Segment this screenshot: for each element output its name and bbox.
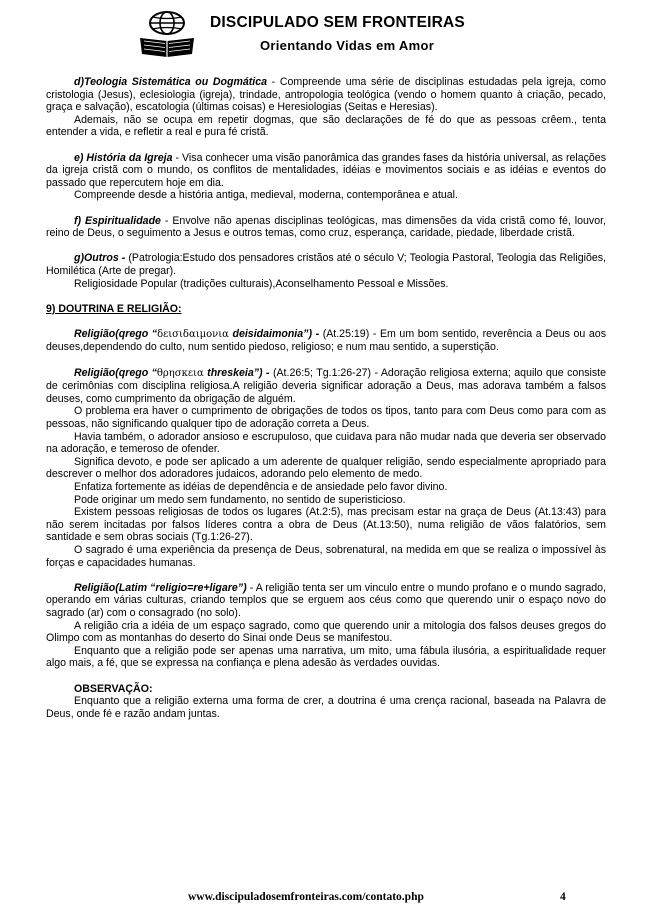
paragraph: A religião cria a idéia de um espaço sagrado, como que querendo unir a mitologia dos falsos deuses gregos do Olimpo com as montanhas do deserto do Sinai onde Deus se manifestou. (46, 619, 606, 645)
paragraph (46, 252, 606, 277)
term-heading: Religião(qrego “δεισιδαιμονια deisidaimonia”) - (74, 327, 320, 340)
paragraph: Enquanto que a religião externa uma forma de crer, a doutrina é uma crença racional, baseada na Palavra de Deus, onde fé e razão andam juntas. (46, 695, 606, 720)
observation-label: OBSERVAÇÃO: (74, 682, 153, 695)
paragraph (46, 367, 606, 406)
paragraph: Ademais, não se ocupa em repetir dogmas, que são declarações de fé do que as pessoas crêem., tenta entender a vida, e refletir a real e pura fé cristã. (46, 113, 606, 139)
topic-heading: f) Espiritualidade (74, 214, 161, 227)
section-heading: 9) DOUTRINA E RELIGIÃO: (46, 302, 182, 315)
greek-word: δεισιδαιμονια (157, 328, 229, 340)
paragraph: Havia também, o adorador ansioso e escrupuloso, que cuidava para não mudar nada que deveria ser observado na adoração, e temeroso de ofender. (46, 430, 606, 456)
paragraph (46, 215, 606, 240)
greek-word: θρησκεια (156, 367, 204, 379)
topic-heading: e) História da Igreja (74, 151, 173, 164)
paragraph-text: - Visa conhecer uma visão panorâmica das grandes fases da história universal, as relações da igreja cristã com o mundo, os conflitos de mentalidades, idéias e movimentos sociais e as idéias e eventos do passado que repercutem hoje em dia. (46, 151, 606, 189)
term-heading: Religião(qrego “θρησκεια threskeia”) - (74, 366, 270, 379)
paragraph: Enquanto que a religião pode ser apenas uma narrativa, um mito, uma fábula ilusória, a espiritualidade requer algo mais, a fé, que se expressa na confiança e plena adesão às verdades ouvidas. (46, 644, 606, 670)
paragraph (46, 152, 606, 190)
paragraph-text: - A religião tenta ser um vinculo entre o mundo profano e o mundo sagrado, operando em várias culturas, criando templos que se erguem aos céus como que querendo unir o espaço novo do sagrado (ar) com o consagrado (no solo). (46, 581, 606, 619)
term-heading: Religião(Latim “religio=re+ligare”) (74, 581, 247, 594)
topic-heading: g)Outros - (74, 252, 129, 265)
paragraph: O sagrado é uma experiência da presença de Deus, sobrenatural, na medida em que se realiza o impossível às forças e capacidades humanas. (46, 543, 606, 569)
paragraph (46, 328, 606, 354)
site-subtitle: Orientando Vidas em Amor (260, 38, 435, 53)
paragraph: Enfatiza fortemente as idéias de dependência e de ansiedade pelo favor divino. (74, 481, 448, 493)
topic-heading: d)Teologia Sistemática ou Dogmática (74, 76, 268, 88)
page-body (46, 76, 606, 720)
paragraph: Compreende desde a história antiga, medieval, moderna, contemporânea e atual. (74, 189, 458, 202)
site-title: DISCIPULADO SEM FRONTEIRAS (210, 14, 465, 31)
globe-and-open-book-icon (138, 10, 196, 58)
page-header (0, 8, 650, 60)
paragraph-text: (At.26:5; Tg.1:26-27) - Adoração religiosa externa; aquilo que consiste de cerimônias com disciplina religiosa.A religião deveria significar adoração a Deus, mas adorava também a falsos deuses, como cumprimento da obrigação de alguém. (46, 366, 606, 405)
page-footer (0, 891, 650, 907)
paragraph: Significa devoto, e pode ser aplicado a um aderente de qualquer religião, sendo especialmente apropriado para descrever o melhor dos adoradores judaicos, adorando pelo elemento de medo. (46, 455, 606, 481)
paragraph-text: - Compreende uma série de disciplinas estudadas pela igreja, como cristologia (Jesus), eclesiologia (igreja), trindade, antropologia teológica (vendo o homem quanto à criação, pecado, graça e salvação), escatologia (últimas coisas) e Heresiologias (Seitas e Heresias). (46, 76, 607, 114)
paragraph: Pode originar um medo sem fundamento, no sentido de superisticioso. (74, 493, 406, 506)
page-number: 4 (560, 891, 566, 903)
paragraph-text: - Envolve não apenas disciplinas teológicas, mas dimensões da vida cristã como fé, louvor, reino de Deus, o seguimento a Jesus e outros temas, como cruz, esperança, caridade, piedade, liberdade cristã. (46, 214, 606, 240)
paragraph: O problema era haver o cumprimento de obrigações de todos os tipos, tanto para com Deus como para com as pessoas, não significando qualquer tipo de adoração correta a Deus. (46, 405, 606, 431)
paragraph (46, 76, 606, 114)
footer-url: www.discipuladosemfronteiras.com/contato.php (188, 891, 424, 903)
paragraph-text: (Patrologia:Estudo dos pensadores cristãos até o século V; Teologia Pastoral, Teologia das Religiões, Homilética (Arte de pregar). (46, 252, 606, 277)
paragraph (46, 582, 606, 620)
paragraph: Religiosidade Popular (tradições culturais),Aconselhamento Pessoal e Missões. (74, 277, 449, 290)
paragraph: Existem pessoas religiosas de todos os lugares (At.2:5), mas precisam estar na graça de Deus (At.13:43) para não serem incitadas por falsos líderes contra a obra de Deus (At.13:50), numa religião de vãos falatórios, sem santidade e sem obras sociais (Tg.1:26-27). (46, 506, 606, 544)
paragraph-text: (At.25:19) - Em um bom sentido, reverência a Deus ou aos deuses,dependendo do culto, num sentido piedoso, religioso; e num mau sentido, a superstição. (46, 327, 606, 354)
